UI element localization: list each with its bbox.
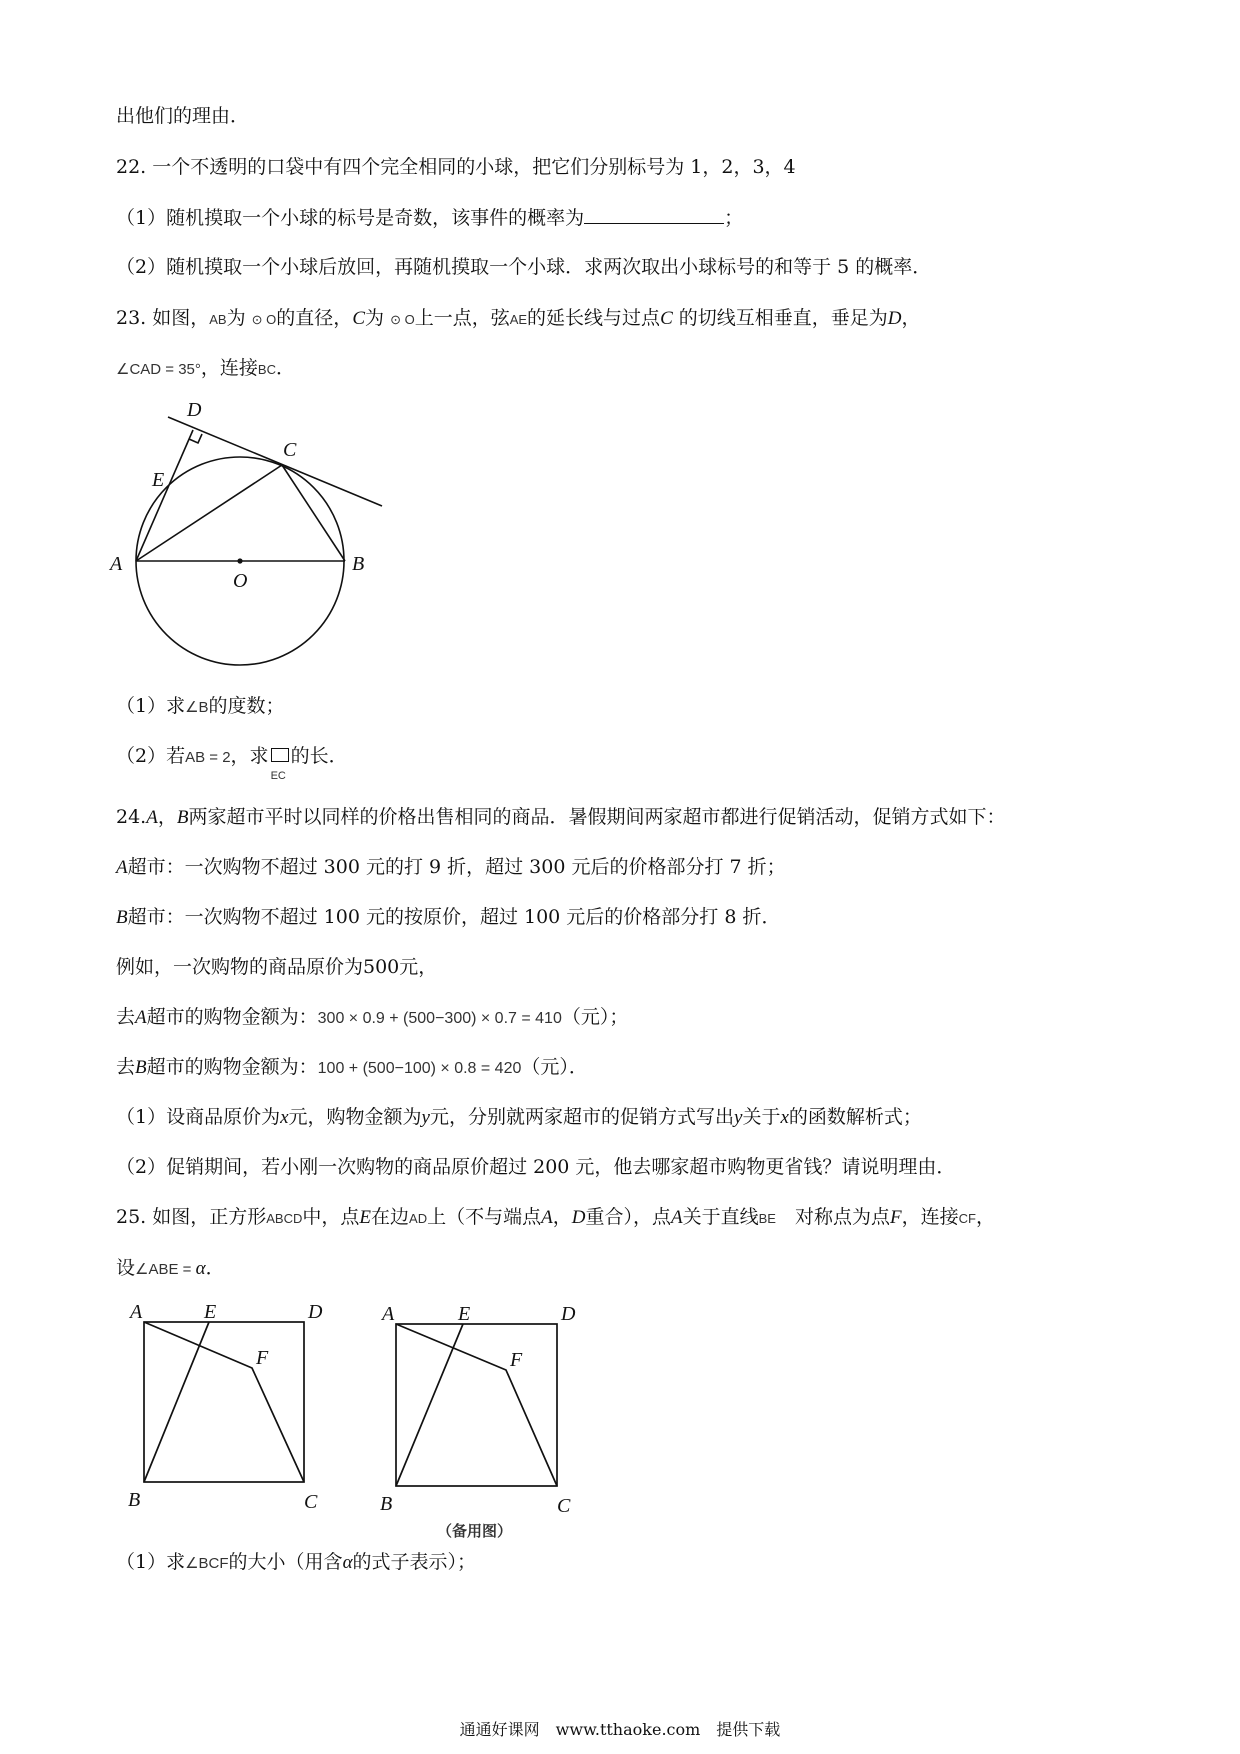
text: 关于直线 — [682, 1206, 759, 1228]
text: 25. 如图，正方形 — [116, 1206, 267, 1228]
math-ab: AB — [209, 312, 227, 327]
label-c: C — [304, 1491, 318, 1513]
arc-placeholder-icon — [271, 748, 289, 762]
text: （元）； — [561, 1006, 629, 1028]
label-b: B — [352, 553, 365, 575]
label-e: E — [152, 469, 165, 491]
text: 超市的购物金额为： — [146, 1006, 318, 1028]
text: ，连接 — [200, 357, 258, 379]
q25-square-figure — [100, 1290, 323, 1530]
label-e: E — [458, 1303, 471, 1325]
label-d: D — [561, 1303, 576, 1325]
math: ABCD — [266, 1211, 303, 1226]
var-c: C — [352, 308, 365, 329]
math-angle-abe: ∠ABE = — [135, 1261, 196, 1278]
math-expression: 100 + (500−100) × 0.8 = 420 — [317, 1060, 522, 1077]
text: 的大小（用含 — [228, 1551, 343, 1573]
label-b: B — [380, 1493, 393, 1515]
q22-part1-text: （1）随机摸取一个小球的标号是奇数，该事件的概率为 — [116, 207, 585, 229]
var-alpha: α — [342, 1552, 353, 1573]
q24-stem — [116, 805, 1005, 830]
path-afc — [396, 1324, 557, 1486]
var: y — [734, 1107, 743, 1128]
chord-bc — [282, 465, 345, 561]
text: ． — [275, 357, 295, 379]
q24-part1 — [116, 1105, 922, 1130]
q22-part2: （2）随机摸取一个小球后放回，再随机摸取一个小球．求两次取出小球标号的和等于 5 的概率． — [116, 256, 932, 278]
var: A — [670, 1207, 683, 1228]
var: x — [280, 1107, 289, 1128]
text: 在边 — [371, 1206, 410, 1228]
math-circle-o: ⊙ O — [390, 312, 415, 327]
var: A — [135, 1007, 147, 1028]
text: ，连接 — [901, 1206, 959, 1228]
q24-part2: （2）促销期间，若小刚一次购物的商品原价超过 200 元，他去哪家超市购物更省钱？请说明理由． — [116, 1156, 956, 1178]
q21-tail: 出他们的理由． — [116, 105, 250, 127]
label-e: E — [204, 1301, 217, 1323]
q23-stem-line1 — [116, 306, 921, 332]
text: ，求 — [230, 745, 269, 767]
text: 为 — [365, 307, 385, 329]
var: A — [116, 857, 128, 878]
label-a: A — [130, 1301, 143, 1323]
text: 关于 — [742, 1106, 781, 1128]
arc-label: EC — [270, 770, 286, 782]
q22-part1-suffix: ； — [724, 207, 744, 229]
var: F — [889, 1207, 902, 1228]
text: 23. 如图， — [116, 307, 210, 329]
label-a: A — [110, 553, 123, 575]
label-d: D — [308, 1301, 323, 1323]
text: （1）求 — [116, 1551, 186, 1573]
math-bc: BC — [257, 362, 276, 377]
text: ， — [552, 1206, 572, 1228]
q25-stem-line1 — [116, 1205, 995, 1231]
text: （1）求 — [116, 695, 186, 717]
var: A — [541, 1207, 553, 1228]
text: （元）． — [521, 1056, 588, 1078]
text: ． — [205, 1257, 225, 1279]
label-f: F — [510, 1349, 523, 1371]
arc-ec-symbol — [269, 748, 291, 782]
q23-stem-line2 — [116, 356, 295, 382]
text: 的直径， — [276, 307, 353, 329]
var: D — [571, 1207, 586, 1228]
math: BE — [758, 1211, 776, 1226]
text: 的延长线与过点 — [527, 307, 661, 329]
var: E — [359, 1207, 372, 1228]
tangent-line — [168, 417, 382, 506]
text: （1）设商品原价为 — [116, 1106, 281, 1128]
text: 的长． — [290, 745, 348, 767]
text: 为 — [226, 307, 246, 329]
label-b: B — [128, 1489, 141, 1511]
text: 元，分别就两家超市的促销方式写出 — [429, 1106, 734, 1128]
label-a: A — [382, 1303, 395, 1325]
math-ae: AE — [509, 312, 528, 327]
var: B — [176, 807, 189, 828]
math: AD — [409, 1211, 428, 1226]
text: 的函数解析式； — [788, 1106, 922, 1128]
text: ， — [901, 307, 921, 329]
q24-calc-b — [116, 1055, 588, 1081]
math-ab-eq: AB = 2 — [185, 749, 231, 766]
q22-stem: 22. 一个不透明的口袋中有四个完全相同的小球，把它们分别标号为 1，2，3，4 — [116, 156, 796, 178]
math-circle-o: ⊙ O — [251, 312, 277, 327]
text: 设 — [116, 1257, 136, 1279]
var-alpha: α — [195, 1258, 206, 1279]
label-o: O — [233, 570, 248, 592]
backup-caption: （备用图） — [437, 1522, 513, 1540]
q24-rule-a — [116, 855, 786, 880]
q25-part1 — [116, 1550, 476, 1576]
var: B — [135, 1057, 147, 1078]
answer-blank[interactable] — [584, 205, 724, 224]
text: 两家超市平时以同样的价格出售相同的商品．暑假期间两家超市都进行促销活动，促销方式如下： — [188, 806, 1006, 828]
square-abcd — [396, 1324, 557, 1486]
text: 重合），点 — [585, 1206, 671, 1228]
q25-backup-figure — [355, 1290, 595, 1550]
q24-rule-b — [116, 905, 780, 930]
text: 中，点 — [302, 1206, 360, 1228]
math-expression: 300 × 0.9 + (500−300) × 0.7 = 410 — [317, 1010, 562, 1027]
square-abcd — [144, 1322, 304, 1482]
q24-calc-a — [116, 1005, 628, 1031]
text: 的度数； — [208, 695, 285, 717]
q23-part1 — [116, 694, 285, 720]
text: 对称点为点 — [775, 1206, 890, 1228]
q22-part1 — [116, 205, 743, 230]
label-f: F — [256, 1347, 269, 1369]
math-angle-bcf: ∠BCF — [185, 1555, 229, 1572]
math: CF — [958, 1211, 976, 1226]
text: 去 — [116, 1006, 136, 1028]
math-angle-b: ∠B — [185, 699, 209, 716]
label-d: D — [187, 399, 202, 421]
var: y — [421, 1107, 430, 1128]
text: 的式子表示）； — [352, 1551, 477, 1573]
q23-part2 — [116, 744, 348, 782]
text: 去 — [116, 1056, 136, 1078]
var: x — [780, 1107, 789, 1128]
text: ， — [157, 806, 177, 828]
q25-stem-line2 — [116, 1256, 225, 1282]
text: ， — [975, 1206, 995, 1228]
text: （2）若 — [116, 745, 186, 767]
text: 元，购物金额为 — [288, 1106, 422, 1128]
label-c: C — [283, 439, 297, 461]
var-d: D — [887, 308, 902, 329]
text: 24. — [116, 806, 147, 828]
math-angle-cad: ∠CAD = 35° — [116, 361, 201, 378]
label-c: C — [557, 1495, 571, 1517]
text: 超市：一次购物不超过 300 元的打 9 折，超过 300 元后的价格部分打 7 折； — [127, 856, 786, 878]
var-c: C — [660, 308, 673, 329]
text: 超市的购物金额为： — [146, 1056, 318, 1078]
var: A — [146, 807, 158, 828]
var: B — [116, 907, 128, 928]
q23-circle-figure — [100, 390, 400, 690]
text: 超市：一次购物不超过 100 元的按原价，超过 100 元后的价格部分打 8 折． — [127, 906, 781, 928]
center-point-o — [237, 558, 242, 563]
text: 的切线互相垂直，垂足为 — [672, 307, 888, 329]
path-afc — [144, 1322, 304, 1482]
text: 上（不与端点 — [427, 1206, 542, 1228]
footer-source: 通通好课网 www.tthaoke.com 提供下载 — [459, 1720, 781, 1739]
q24-example: 例如，一次购物的商品原价为500元， — [116, 956, 438, 978]
text: 上一点，弦 — [414, 307, 510, 329]
